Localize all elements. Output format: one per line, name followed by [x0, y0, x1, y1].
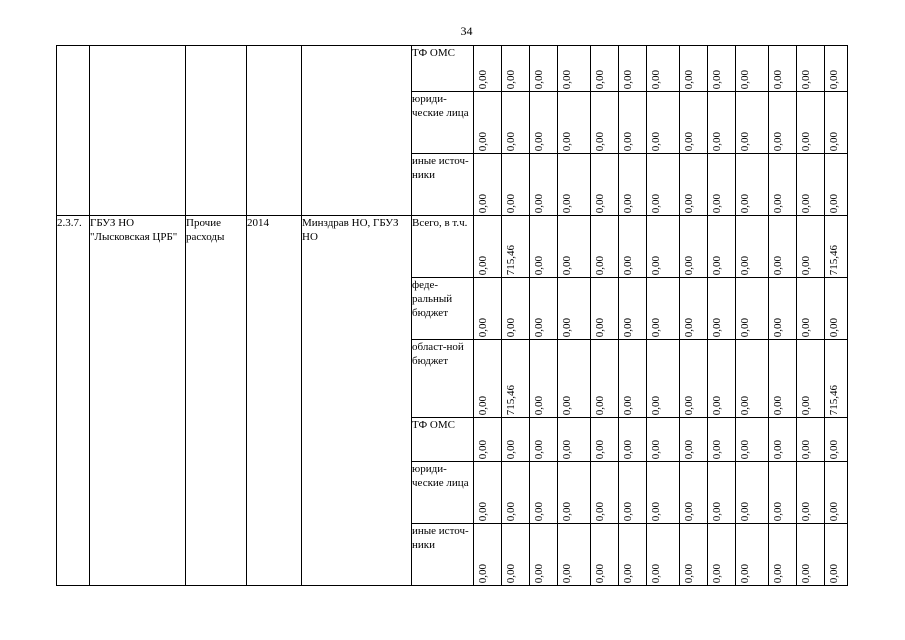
value-cell — [708, 92, 736, 154]
value-cell — [591, 418, 619, 462]
value-text: 0,00 — [622, 317, 634, 337]
value-cell — [619, 462, 647, 524]
value-cell — [647, 154, 680, 216]
value-text: 0,00 — [683, 501, 695, 521]
value-text: 0,00 — [533, 193, 545, 213]
value-cell — [474, 418, 502, 462]
value-cell — [825, 524, 848, 586]
value-cell — [736, 92, 769, 154]
value-text: 0,00 — [505, 193, 517, 213]
value-text: 0,00 — [561, 193, 573, 213]
value-text: 0,00 — [622, 131, 634, 151]
value-cell — [530, 462, 558, 524]
value-cell — [825, 462, 848, 524]
value-cell — [708, 524, 736, 586]
value-cell — [736, 524, 769, 586]
value-cell — [708, 462, 736, 524]
value-text: 0,00 — [800, 439, 812, 459]
value-cell — [591, 92, 619, 154]
value-text: 0,00 — [533, 395, 545, 415]
value-text: 0,00 — [772, 501, 784, 521]
value-text: 0,00 — [711, 193, 723, 213]
value-cell — [502, 462, 530, 524]
value-cell — [680, 524, 708, 586]
funding-source-cell: иные источ-ники — [412, 154, 474, 216]
value-cell — [591, 340, 619, 418]
value-text: 0,00 — [561, 439, 573, 459]
value-cell — [530, 418, 558, 462]
value-text: 0,00 — [477, 395, 489, 415]
institution-cell: ГБУЗ НО "Лысковская ЦРБ" — [90, 216, 186, 586]
value-cell — [619, 524, 647, 586]
value-text: 0,00 — [650, 131, 662, 151]
value-text: 0,00 — [800, 317, 812, 337]
value-cell — [797, 462, 825, 524]
value-cell — [558, 154, 591, 216]
value-text: 0,00 — [594, 193, 606, 213]
value-text: 0,00 — [772, 69, 784, 89]
value-text: 0,00 — [772, 317, 784, 337]
value-text: 0,00 — [477, 501, 489, 521]
value-cell — [769, 524, 797, 586]
value-text: 0,00 — [622, 501, 634, 521]
value-text: 715,46 — [505, 384, 517, 415]
funding-source-cell: ТФ ОМС — [412, 46, 474, 92]
value-cell — [530, 340, 558, 418]
value-text: 0,00 — [772, 395, 784, 415]
value-text: 0,00 — [739, 193, 751, 213]
value-cell — [825, 340, 848, 418]
value-cell — [502, 46, 530, 92]
value-text: 0,00 — [533, 563, 545, 583]
value-text: 0,00 — [683, 255, 695, 275]
value-cell — [769, 340, 797, 418]
value-text: 0,00 — [533, 317, 545, 337]
value-cell — [736, 340, 769, 418]
value-cell — [647, 418, 680, 462]
value-text: 0,00 — [772, 193, 784, 213]
value-cell — [647, 216, 680, 278]
value-text: 0,00 — [711, 255, 723, 275]
value-text: 0,00 — [683, 317, 695, 337]
value-cell — [558, 46, 591, 92]
value-text: 0,00 — [505, 69, 517, 89]
value-cell — [680, 216, 708, 278]
value-cell — [797, 46, 825, 92]
value-text: 0,00 — [622, 193, 634, 213]
value-cell — [797, 278, 825, 340]
value-text: 0,00 — [594, 131, 606, 151]
value-text: 0,00 — [594, 317, 606, 337]
value-cell — [619, 418, 647, 462]
value-cell — [558, 278, 591, 340]
value-text: 715,46 — [828, 244, 840, 275]
value-text: 0,00 — [739, 439, 751, 459]
value-cell — [647, 340, 680, 418]
value-text: 0,00 — [650, 255, 662, 275]
value-cell — [736, 154, 769, 216]
empty-cell — [57, 46, 90, 216]
value-cell — [797, 216, 825, 278]
value-text: 0,00 — [711, 563, 723, 583]
value-text: 0,00 — [477, 255, 489, 275]
value-cell — [619, 340, 647, 418]
value-cell — [736, 418, 769, 462]
value-text: 0,00 — [683, 395, 695, 415]
value-text: 0,00 — [711, 131, 723, 151]
value-cell — [530, 278, 558, 340]
value-text: 0,00 — [650, 69, 662, 89]
value-text: 0,00 — [800, 69, 812, 89]
value-cell — [591, 278, 619, 340]
value-text: 0,00 — [561, 395, 573, 415]
value-cell — [558, 418, 591, 462]
value-text: 0,00 — [828, 563, 840, 583]
value-cell — [619, 278, 647, 340]
value-cell — [708, 340, 736, 418]
value-cell — [647, 278, 680, 340]
value-text: 0,00 — [561, 131, 573, 151]
value-text: 0,00 — [683, 69, 695, 89]
value-text: 0,00 — [683, 563, 695, 583]
value-text: 0,00 — [477, 317, 489, 337]
value-cell — [502, 524, 530, 586]
expense-type-cell: Прочие расходы — [186, 216, 247, 586]
empty-cell — [186, 46, 247, 216]
value-text: 0,00 — [800, 131, 812, 151]
value-text: 0,00 — [800, 501, 812, 521]
value-text: 0,00 — [772, 563, 784, 583]
value-text: 0,00 — [594, 439, 606, 459]
value-text: 0,00 — [561, 69, 573, 89]
value-text: 0,00 — [477, 563, 489, 583]
value-cell — [647, 92, 680, 154]
value-text: 0,00 — [650, 317, 662, 337]
value-cell — [797, 92, 825, 154]
funding-source-cell: юриди-ческие лица — [412, 92, 474, 154]
value-text: 0,00 — [739, 69, 751, 89]
value-cell — [474, 154, 502, 216]
value-cell — [680, 46, 708, 92]
value-cell — [530, 216, 558, 278]
value-cell — [530, 92, 558, 154]
funding-source-cell: феде-ральный бюджет — [412, 278, 474, 340]
value-cell — [502, 340, 530, 418]
empty-cell — [90, 46, 186, 216]
value-cell — [591, 216, 619, 278]
value-cell — [530, 524, 558, 586]
value-cell — [474, 92, 502, 154]
value-text: 0,00 — [505, 131, 517, 151]
value-cell — [825, 278, 848, 340]
value-text: 0,00 — [533, 255, 545, 275]
value-cell — [647, 46, 680, 92]
funding-source-cell: област-ной бюджет — [412, 340, 474, 418]
value-text: 0,00 — [477, 69, 489, 89]
value-cell — [619, 154, 647, 216]
value-text: 0,00 — [739, 255, 751, 275]
value-cell — [736, 278, 769, 340]
value-text: 0,00 — [772, 439, 784, 459]
value-cell — [619, 216, 647, 278]
value-text: 0,00 — [711, 317, 723, 337]
value-cell — [825, 46, 848, 92]
value-text: 0,00 — [561, 317, 573, 337]
value-text: 0,00 — [828, 317, 840, 337]
value-cell — [680, 418, 708, 462]
value-text: 0,00 — [505, 439, 517, 459]
value-cell — [530, 154, 558, 216]
value-text: 0,00 — [683, 439, 695, 459]
value-cell — [680, 462, 708, 524]
value-text: 0,00 — [711, 501, 723, 521]
value-cell — [558, 216, 591, 278]
value-cell — [769, 216, 797, 278]
value-cell — [474, 278, 502, 340]
value-text: 715,46 — [828, 384, 840, 415]
value-cell — [708, 278, 736, 340]
value-cell — [769, 462, 797, 524]
value-cell — [797, 340, 825, 418]
value-text: 0,00 — [800, 193, 812, 213]
value-text: 0,00 — [800, 563, 812, 583]
value-cell — [558, 340, 591, 418]
value-cell — [736, 46, 769, 92]
value-cell — [502, 418, 530, 462]
value-cell — [797, 524, 825, 586]
value-cell — [502, 154, 530, 216]
value-cell — [680, 278, 708, 340]
value-cell — [825, 154, 848, 216]
value-text: 0,00 — [800, 255, 812, 275]
year-cell: 2014 — [247, 216, 302, 586]
value-text: 0,00 — [828, 439, 840, 459]
value-text: 0,00 — [533, 439, 545, 459]
value-text: 0,00 — [561, 501, 573, 521]
funding-source-cell: Всего, в т.ч. — [412, 216, 474, 278]
value-cell — [769, 154, 797, 216]
value-text: 0,00 — [594, 69, 606, 89]
value-cell — [647, 524, 680, 586]
value-text: 0,00 — [739, 501, 751, 521]
value-text: 0,00 — [828, 69, 840, 89]
value-cell — [797, 154, 825, 216]
value-text: 0,00 — [650, 193, 662, 213]
value-cell — [647, 462, 680, 524]
value-cell — [797, 418, 825, 462]
value-text: 0,00 — [477, 439, 489, 459]
value-cell — [769, 418, 797, 462]
value-text: 0,00 — [650, 563, 662, 583]
value-cell — [474, 462, 502, 524]
value-text: 0,00 — [739, 563, 751, 583]
value-text: 0,00 — [828, 501, 840, 521]
value-text: 0,00 — [477, 131, 489, 151]
value-text: 0,00 — [772, 255, 784, 275]
value-text: 0,00 — [594, 501, 606, 521]
budget-table — [56, 45, 848, 586]
value-text: 0,00 — [533, 131, 545, 151]
value-text: 0,00 — [561, 563, 573, 583]
value-text: 0,00 — [800, 395, 812, 415]
value-cell — [474, 524, 502, 586]
value-cell — [736, 216, 769, 278]
value-cell — [708, 154, 736, 216]
value-cell — [474, 216, 502, 278]
item-number-cell: 2.3.7. — [57, 216, 90, 586]
value-text: 0,00 — [772, 131, 784, 151]
empty-cell — [247, 46, 302, 216]
value-text: 0,00 — [739, 395, 751, 415]
value-cell — [558, 462, 591, 524]
value-cell — [591, 524, 619, 586]
value-cell — [680, 340, 708, 418]
value-cell — [708, 46, 736, 92]
value-text: 0,00 — [505, 317, 517, 337]
value-cell — [708, 418, 736, 462]
value-cell — [474, 340, 502, 418]
value-cell — [769, 278, 797, 340]
table-row — [57, 46, 848, 92]
funding-source-cell: юриди-ческие лица — [412, 462, 474, 524]
value-text: 0,00 — [622, 395, 634, 415]
page-number: 34 — [460, 24, 473, 38]
value-cell — [825, 216, 848, 278]
funding-source-cell: иные источ-ники — [412, 524, 474, 586]
value-text: 0,00 — [622, 563, 634, 583]
value-text: 0,00 — [505, 501, 517, 521]
value-text: 0,00 — [739, 317, 751, 337]
value-cell — [502, 92, 530, 154]
value-text: 0,00 — [594, 255, 606, 275]
value-text: 0,00 — [650, 439, 662, 459]
value-text: 0,00 — [594, 395, 606, 415]
value-cell — [825, 92, 848, 154]
value-text: 0,00 — [739, 131, 751, 151]
value-text: 0,00 — [711, 439, 723, 459]
value-text: 0,00 — [561, 255, 573, 275]
value-text: 0,00 — [533, 69, 545, 89]
value-cell — [825, 418, 848, 462]
value-text: 0,00 — [533, 501, 545, 521]
value-cell — [502, 278, 530, 340]
value-cell — [591, 154, 619, 216]
value-cell — [680, 154, 708, 216]
value-text: 0,00 — [683, 193, 695, 213]
value-cell — [708, 216, 736, 278]
table-row — [57, 216, 848, 278]
value-cell — [558, 524, 591, 586]
value-text: 0,00 — [622, 69, 634, 89]
value-text: 715,46 — [505, 244, 517, 275]
value-cell — [591, 462, 619, 524]
value-cell — [736, 462, 769, 524]
value-cell — [502, 216, 530, 278]
value-text: 0,00 — [828, 131, 840, 151]
value-cell — [474, 46, 502, 92]
value-text: 0,00 — [828, 193, 840, 213]
value-text: 0,00 — [477, 193, 489, 213]
value-cell — [619, 46, 647, 92]
value-text: 0,00 — [594, 563, 606, 583]
value-text: 0,00 — [683, 131, 695, 151]
value-text: 0,00 — [622, 255, 634, 275]
value-text: 0,00 — [650, 395, 662, 415]
table-body — [57, 46, 848, 586]
value-cell — [680, 92, 708, 154]
value-text: 0,00 — [650, 501, 662, 521]
value-cell — [769, 46, 797, 92]
value-cell — [619, 92, 647, 154]
value-cell — [769, 92, 797, 154]
value-text: 0,00 — [622, 439, 634, 459]
empty-cell — [302, 46, 412, 216]
value-text: 0,00 — [711, 69, 723, 89]
responsible-cell: Минздрав НО, ГБУЗ НО — [302, 216, 412, 586]
value-cell — [591, 46, 619, 92]
value-cell — [530, 46, 558, 92]
value-text: 0,00 — [505, 563, 517, 583]
value-text: 0,00 — [711, 395, 723, 415]
funding-source-cell: ТФ ОМС — [412, 418, 474, 462]
value-cell — [558, 92, 591, 154]
